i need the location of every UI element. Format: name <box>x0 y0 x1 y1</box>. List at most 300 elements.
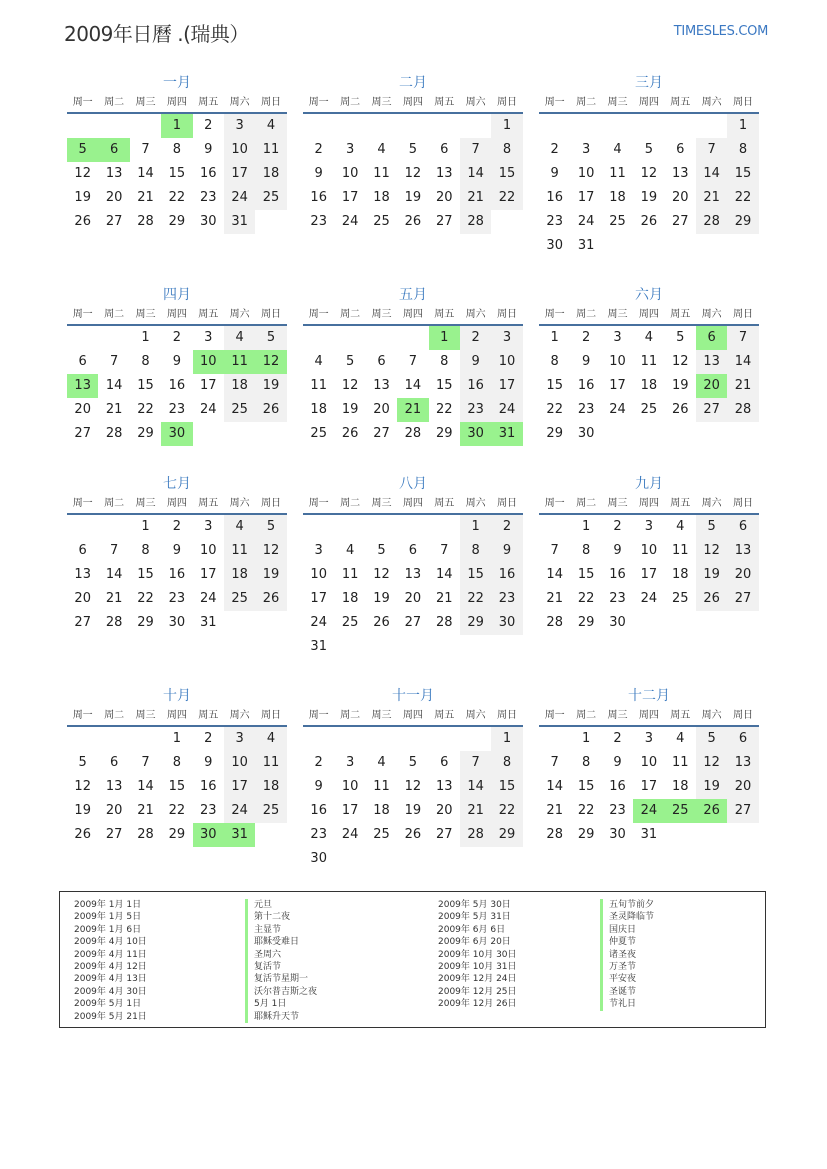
legend-date: 2009年 4月 30日 <box>74 986 147 997</box>
day-cell: 25 <box>255 186 286 210</box>
day-cell: 14 <box>105 566 123 582</box>
month-name: 四月 <box>163 287 191 303</box>
empty-cell <box>397 326 428 350</box>
weekday-label: 周日 <box>497 97 518 108</box>
day-cell: 12 <box>255 539 286 563</box>
weekday-label: 周三 <box>135 97 156 108</box>
empty-cell <box>130 727 161 751</box>
empty-cell <box>366 326 397 350</box>
empty-cell <box>98 727 129 751</box>
day-cell: 5 <box>78 754 87 770</box>
day-cell: 3 <box>491 326 522 350</box>
day-cell: 9 <box>460 350 491 374</box>
day-cell: 8 <box>581 754 591 770</box>
weekday-label: 周三 <box>371 498 392 509</box>
day-cell: 8 <box>172 141 181 157</box>
weekday-header <box>303 308 523 322</box>
day-grid <box>303 727 523 871</box>
day-cell: 23 <box>168 401 186 417</box>
day-cell: 6 <box>727 515 758 539</box>
day-cell: 18 <box>373 189 390 205</box>
day-cell: 5 <box>377 542 386 558</box>
day-cell: 19 <box>404 802 422 818</box>
weekday-label: 周五 <box>670 498 691 509</box>
day-cell: 21 <box>460 799 491 823</box>
weekday-label: 周五 <box>198 498 219 509</box>
day-cell: 25 <box>224 398 255 422</box>
legend-holiday-name: 圣诞节 <box>600 986 654 998</box>
day-cell: 27 <box>727 587 758 611</box>
day-cell: 7 <box>460 138 491 162</box>
day-cell: 20 <box>671 189 689 205</box>
day-cell: 7 <box>460 751 491 775</box>
day-cell: 27 <box>373 425 390 441</box>
day-cell: 18 <box>255 775 286 799</box>
day-cell: 24 <box>224 799 255 823</box>
day-cell: 14 <box>460 162 491 186</box>
day-cell: 2 <box>314 754 323 770</box>
day-cell: 26 <box>696 799 727 823</box>
legend-date: 2009年 4月 10日 <box>74 937 147 948</box>
day-cell: 29 <box>168 213 186 229</box>
day-cell: 18 <box>310 401 327 417</box>
day-cell: 8 <box>491 751 522 775</box>
day-cell: 27 <box>435 826 453 842</box>
day-cell: 14 <box>435 566 453 582</box>
weekday-label: 周二 <box>576 309 597 320</box>
day-cell: 29 <box>727 210 758 234</box>
day-cell: 11 <box>373 778 390 794</box>
day-cell: 28 <box>105 425 123 441</box>
legend-holiday-name: 元旦 <box>245 899 317 911</box>
weekday-label: 周六 <box>465 309 486 320</box>
page-title: 2009年日曆 .(瑞典） <box>64 22 249 46</box>
day-cell: 18 <box>373 802 390 818</box>
weekday-label: 周五 <box>434 710 455 721</box>
day-cell: 21 <box>105 590 123 606</box>
day-cell: 8 <box>491 138 522 162</box>
weekday-label: 周二 <box>340 710 361 721</box>
weekday-label: 周三 <box>135 498 156 509</box>
day-cell: 8 <box>581 542 591 558</box>
day-cell: 1 <box>491 114 522 138</box>
weekday-label: 周三 <box>371 710 392 721</box>
weekday-label: 周四 <box>166 498 187 509</box>
day-cell: 24 <box>640 590 658 606</box>
weekday-header <box>539 497 759 511</box>
day-cell: 29 <box>577 614 595 630</box>
weekday-label: 周六 <box>701 498 722 509</box>
day-cell: 16 <box>491 563 522 587</box>
day-cell: 12 <box>255 350 286 374</box>
weekday-header <box>67 497 287 511</box>
month-name: 十二月 <box>628 688 670 704</box>
weekday-label: 周二 <box>576 710 597 721</box>
day-cell: 20 <box>74 590 91 606</box>
day-cell: 20 <box>435 802 453 818</box>
legend-holiday-name: 主显节 <box>245 924 317 936</box>
day-cell: 18 <box>224 563 255 587</box>
day-cell: 12 <box>640 165 658 181</box>
day-cell: 14 <box>404 377 422 393</box>
day-cell: 22 <box>168 802 186 818</box>
weekday-label: 周二 <box>104 498 125 509</box>
month-name: 十一月 <box>392 688 434 704</box>
day-cell: 8 <box>727 138 758 162</box>
day-cell: 19 <box>74 802 91 818</box>
day-cell: 27 <box>727 799 758 823</box>
day-cell: 19 <box>341 401 359 417</box>
day-cell: 6 <box>377 353 386 369</box>
day-cell: 21 <box>137 802 154 818</box>
weekday-label: 周四 <box>402 498 423 509</box>
day-cell: 25 <box>640 401 658 417</box>
day-cell: 24 <box>341 826 359 842</box>
day-cell: 12 <box>341 377 359 393</box>
day-cell: 31 <box>310 638 327 654</box>
weekday-label: 周日 <box>261 309 282 320</box>
day-cell: 7 <box>440 542 449 558</box>
weekday-header <box>539 308 759 322</box>
day-cell: 15 <box>168 778 186 794</box>
weekday-label: 周四 <box>638 710 659 721</box>
weekday-header <box>67 96 287 110</box>
weekday-label: 周一 <box>308 498 329 509</box>
day-cell: 17 <box>199 566 217 582</box>
day-cell: 20 <box>696 374 727 398</box>
day-grid <box>303 326 523 446</box>
day-cell: 26 <box>74 213 91 229</box>
day-cell: 14 <box>696 162 727 186</box>
legend-date: 2009年 12月 26日 <box>438 999 517 1010</box>
month-name: 三月 <box>635 75 663 91</box>
day-cell: 24 <box>609 401 626 417</box>
weekday-label: 周五 <box>434 97 455 108</box>
day-cell: 9 <box>314 778 323 794</box>
day-cell: 30 <box>199 213 217 229</box>
day-cell: 27 <box>74 425 91 441</box>
day-cell: 23 <box>491 587 522 611</box>
day-cell: 27 <box>74 614 91 630</box>
legend-date: 2009年 1月 5日 <box>74 912 142 923</box>
legend-date: 2009年 12月 25日 <box>438 986 517 997</box>
weekday-label: 周六 <box>229 97 250 108</box>
month-name: 六月 <box>635 287 663 303</box>
day-cell: 29 <box>137 614 154 630</box>
day-cell: 23 <box>199 189 217 205</box>
day-cell: 6 <box>676 141 685 157</box>
day-cell: 18 <box>224 374 255 398</box>
day-cell: 6 <box>727 727 758 751</box>
day-cell: 28 <box>460 823 491 847</box>
day-cell: 20 <box>727 775 758 799</box>
day-cell: 20 <box>373 401 390 417</box>
day-cell: 9 <box>550 165 559 181</box>
day-cell: 8 <box>550 353 559 369</box>
day-cell: 17 <box>640 566 658 582</box>
day-cell: 10 <box>224 751 255 775</box>
day-cell: 4 <box>224 326 255 350</box>
weekday-label: 周日 <box>261 710 282 721</box>
day-cell: 26 <box>671 401 689 417</box>
weekday-label: 周一 <box>544 309 565 320</box>
weekday-label: 周一 <box>544 710 565 721</box>
day-cell: 11 <box>609 165 626 181</box>
day-cell: 18 <box>640 377 658 393</box>
day-cell: 29 <box>435 425 453 441</box>
weekday-label: 周一 <box>308 309 329 320</box>
empty-cell <box>429 515 460 539</box>
day-cell: 1 <box>491 727 522 751</box>
day-cell: 14 <box>727 350 758 374</box>
weekday-label: 周三 <box>135 309 156 320</box>
empty-cell <box>633 114 664 138</box>
day-cell: 2 <box>613 518 622 534</box>
day-cell: 5 <box>67 138 98 162</box>
empty-cell <box>303 727 334 751</box>
month-name: 八月 <box>399 476 427 492</box>
day-cell: 10 <box>609 353 626 369</box>
weekday-label: 周日 <box>497 710 518 721</box>
day-cell: 30 <box>609 826 626 842</box>
day-cell: 27 <box>671 213 689 229</box>
day-cell: 5 <box>255 515 286 539</box>
legend-date: 2009年 6月 6日 <box>438 924 506 935</box>
weekday-label: 周二 <box>104 710 125 721</box>
day-cell: 12 <box>404 778 422 794</box>
day-cell: 1 <box>429 326 460 350</box>
day-cell: 26 <box>255 398 286 422</box>
day-cell: 26 <box>404 213 422 229</box>
weekday-label: 周三 <box>371 309 392 320</box>
day-cell: 17 <box>224 775 255 799</box>
weekday-header <box>303 709 523 723</box>
day-cell: 3 <box>644 518 653 534</box>
day-cell: 23 <box>310 826 327 842</box>
day-cell: 12 <box>74 165 91 181</box>
day-cell: 15 <box>137 377 154 393</box>
day-cell: 28 <box>435 614 453 630</box>
day-cell: 1 <box>172 730 181 746</box>
day-cell: 17 <box>199 377 217 393</box>
empty-cell <box>334 114 365 138</box>
month-name: 五月 <box>399 287 427 303</box>
day-grid <box>67 326 287 446</box>
day-cell: 25 <box>224 587 255 611</box>
day-cell: 25 <box>310 425 327 441</box>
empty-cell <box>98 515 129 539</box>
day-cell: 26 <box>74 826 91 842</box>
day-cell: 25 <box>665 799 696 823</box>
empty-cell <box>696 114 727 138</box>
day-cell: 31 <box>577 237 595 253</box>
legend-date: 2009年 5月 30日 <box>438 900 511 910</box>
legend-date: 2009年 5月 31日 <box>438 912 511 923</box>
weekday-label: 周四 <box>638 498 659 509</box>
day-cell: 25 <box>255 799 286 823</box>
day-cell: 22 <box>577 590 595 606</box>
day-cell: 3 <box>644 730 653 746</box>
month-block <box>303 285 523 446</box>
day-cell: 16 <box>546 189 563 205</box>
empty-cell <box>397 727 428 751</box>
empty-cell <box>429 114 460 138</box>
day-cell: 9 <box>491 539 522 563</box>
day-cell: 21 <box>460 186 491 210</box>
day-cell: 17 <box>640 778 658 794</box>
weekday-label: 周五 <box>670 309 691 320</box>
weekday-label: 周日 <box>261 97 282 108</box>
legend-holiday-name: 节礼日 <box>600 998 654 1010</box>
empty-cell <box>397 114 428 138</box>
legend-date: 2009年 12月 24日 <box>438 974 517 985</box>
weekday-label: 周五 <box>434 309 455 320</box>
weekday-header <box>303 96 523 110</box>
day-cell: 16 <box>168 566 186 582</box>
day-cell: 12 <box>74 778 91 794</box>
weekday-label: 周一 <box>544 498 565 509</box>
day-cell: 11 <box>255 138 286 162</box>
day-cell: 25 <box>671 590 689 606</box>
legend-holiday-name: 耶稣升天节 <box>245 1011 317 1023</box>
day-cell: 16 <box>199 778 217 794</box>
day-cell: 17 <box>491 374 522 398</box>
empty-cell <box>539 114 570 138</box>
weekday-label: 周三 <box>135 710 156 721</box>
day-cell: 24 <box>310 614 327 630</box>
empty-cell <box>334 727 365 751</box>
legend-date: 2009年 1月 1日 <box>74 900 142 910</box>
legend-holiday-name: 平安夜 <box>600 973 654 985</box>
day-cell: 15 <box>491 775 522 799</box>
brand-logo-text[interactable]: TIMESLES.COM <box>673 24 768 39</box>
day-cell: 19 <box>404 189 422 205</box>
day-cell: 21 <box>435 590 453 606</box>
weekday-header <box>303 497 523 511</box>
day-cell: 28 <box>105 614 123 630</box>
day-cell: 10 <box>640 542 658 558</box>
day-cell: 11 <box>224 539 255 563</box>
empty-cell <box>366 727 397 751</box>
day-cell: 19 <box>255 563 286 587</box>
empty-cell <box>539 727 570 751</box>
legend-holiday-name: 复活节星期一 <box>245 973 317 985</box>
weekday-label: 周三 <box>371 97 392 108</box>
day-cell: 3 <box>581 141 591 157</box>
day-cell: 5 <box>345 353 355 369</box>
day-grid <box>67 515 287 635</box>
day-cell: 14 <box>460 775 491 799</box>
day-cell: 21 <box>727 374 758 398</box>
day-cell: 26 <box>696 587 727 611</box>
empty-cell <box>334 326 365 350</box>
day-cell: 27 <box>404 614 422 630</box>
day-cell: 14 <box>546 566 563 582</box>
legend-holiday-name: 国庆日 <box>600 924 654 936</box>
day-cell: 7 <box>141 141 150 157</box>
day-cell: 11 <box>640 353 658 369</box>
day-cell: 14 <box>546 778 563 794</box>
day-cell: 22 <box>491 186 522 210</box>
day-cell: 30 <box>546 237 563 253</box>
day-cell: 5 <box>696 515 727 539</box>
legend-holiday-name: 圣周六 <box>245 949 317 961</box>
day-cell: 24 <box>199 401 217 417</box>
day-cell: 30 <box>310 850 327 866</box>
day-cell: 9 <box>172 542 181 558</box>
day-cell: 4 <box>676 730 685 746</box>
day-cell: 18 <box>671 566 689 582</box>
weekday-label: 周日 <box>733 309 754 320</box>
day-cell: 13 <box>67 374 98 398</box>
day-cell: 19 <box>640 189 658 205</box>
month-block <box>539 285 759 446</box>
day-grid <box>67 727 287 847</box>
day-cell: 8 <box>141 542 150 558</box>
day-cell: 10 <box>640 754 658 770</box>
weekday-label: 周三 <box>607 309 628 320</box>
day-cell: 2 <box>613 730 622 746</box>
day-cell: 17 <box>341 802 359 818</box>
legend-date: 2009年 4月 13日 <box>74 974 147 985</box>
day-cell: 21 <box>546 590 563 606</box>
legend-holiday-name: 5月 1日 <box>245 998 317 1010</box>
legend-holiday-name: 圣灵降临节 <box>600 911 654 923</box>
day-cell: 10 <box>341 165 359 181</box>
day-cell: 24 <box>341 213 359 229</box>
day-cell: 30 <box>609 614 626 630</box>
month-block <box>303 73 523 234</box>
empty-cell <box>366 114 397 138</box>
day-cell: 28 <box>460 210 491 234</box>
day-cell: 19 <box>373 590 390 606</box>
day-cell: 13 <box>404 566 422 582</box>
weekday-label: 周六 <box>229 498 250 509</box>
day-cell: 4 <box>613 141 622 157</box>
day-cell: 13 <box>105 165 123 181</box>
day-cell: 10 <box>491 350 522 374</box>
empty-cell <box>67 727 98 751</box>
day-cell: 18 <box>671 778 689 794</box>
day-cell: 1 <box>581 730 591 746</box>
day-cell: 7 <box>727 326 758 350</box>
day-cell: 28 <box>137 826 154 842</box>
day-cell: 19 <box>74 189 91 205</box>
day-cell: 25 <box>373 826 390 842</box>
weekday-label: 周一 <box>72 97 93 108</box>
day-cell: 23 <box>460 398 491 422</box>
day-cell: 7 <box>141 754 150 770</box>
day-cell: 2 <box>314 141 323 157</box>
day-cell: 17 <box>609 377 626 393</box>
day-cell: 21 <box>137 189 154 205</box>
weekday-label: 周四 <box>638 309 659 320</box>
day-cell: 26 <box>341 425 359 441</box>
day-cell: 13 <box>727 751 758 775</box>
day-cell: 16 <box>199 165 217 181</box>
day-cell: 7 <box>109 353 119 369</box>
day-cell: 10 <box>199 542 217 558</box>
day-cell: 3 <box>613 329 622 345</box>
day-cell: 3 <box>314 542 323 558</box>
weekday-label: 周日 <box>497 498 518 509</box>
month-block <box>67 474 287 635</box>
legend-holiday-name: 万圣节 <box>600 961 654 973</box>
month-block <box>539 73 759 258</box>
legend-holiday-name: 仲夏节 <box>600 936 654 948</box>
day-cell: 29 <box>577 826 595 842</box>
day-cell: 12 <box>373 566 390 582</box>
